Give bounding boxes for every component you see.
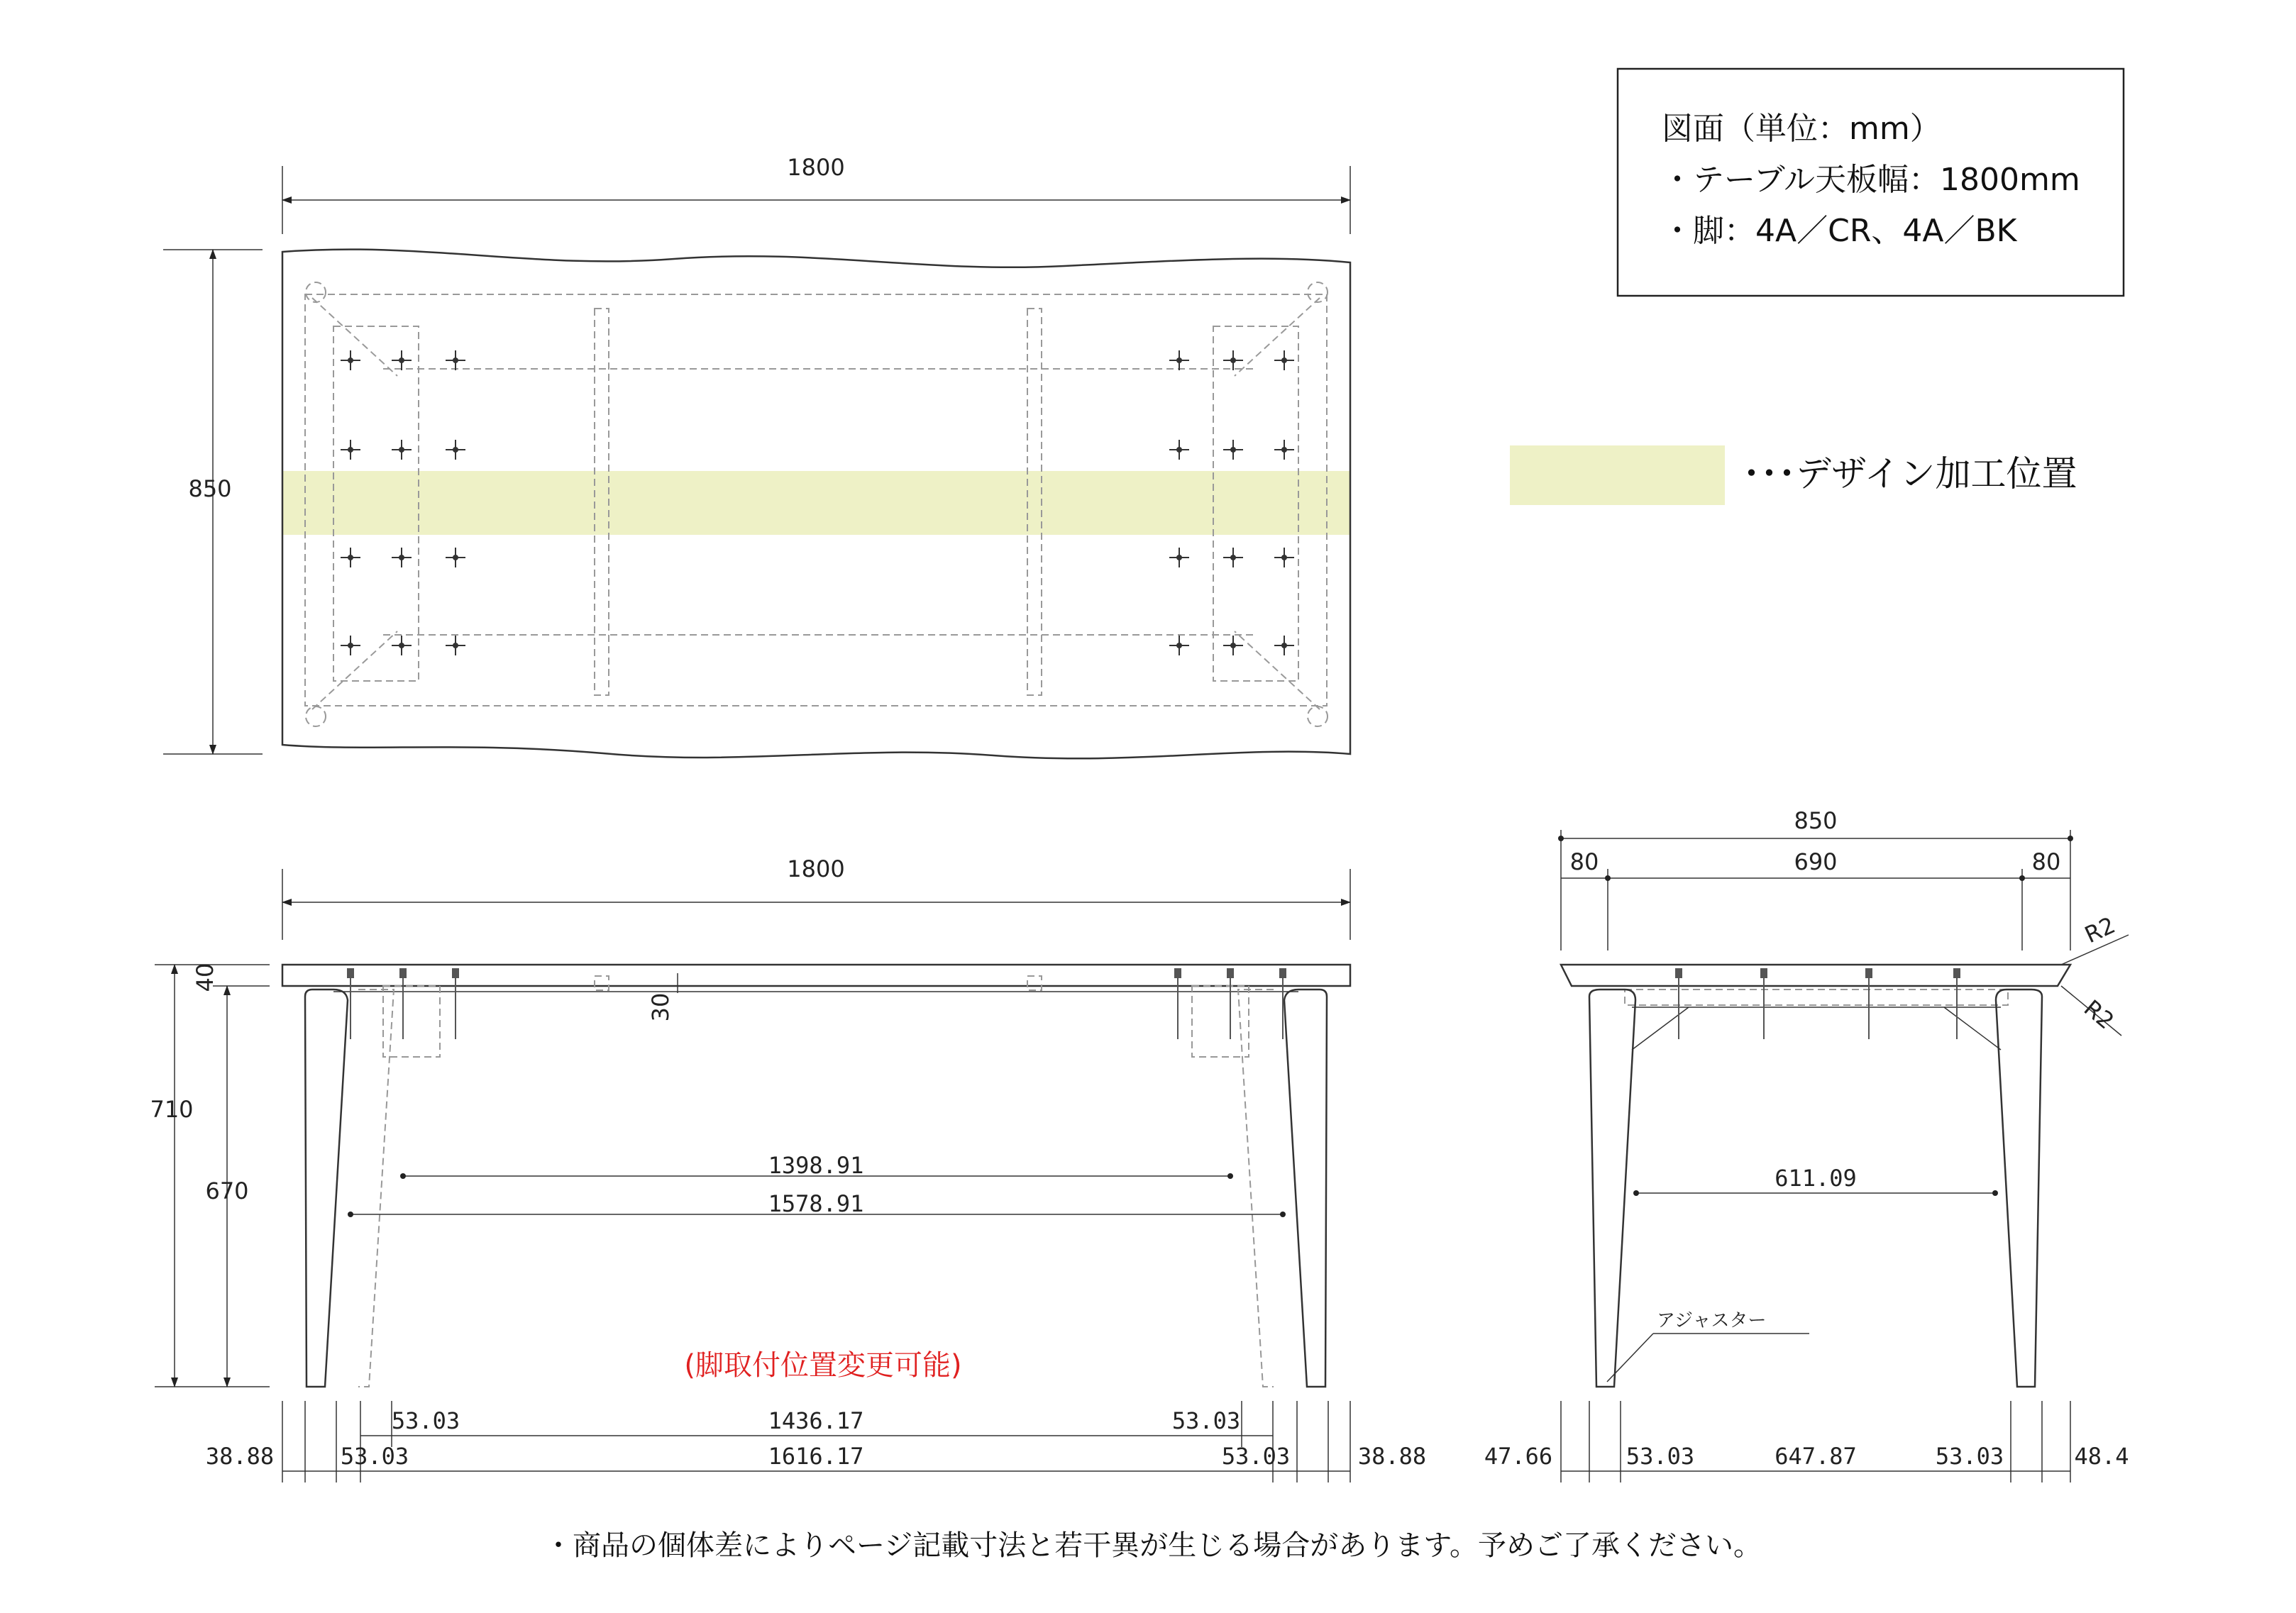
front-bottom-dims	[206, 1401, 1426, 1482]
side-right-margin: 80	[2031, 848, 2061, 875]
side-right-leg	[1996, 990, 2042, 1387]
top-depth-label: 850	[188, 475, 232, 502]
side-radius-top: R2	[2080, 911, 2119, 949]
front-bottom-r1-left: 53.03	[391, 1407, 460, 1434]
info-box	[1618, 69, 2124, 296]
design-band	[282, 471, 1350, 535]
side-bottom-far-right: 48.4	[2074, 1443, 2129, 1470]
side-leg-span: 611.09	[1775, 1165, 1857, 1192]
info-line-legs: ・脚：4A／CR、4A／BK	[1662, 213, 2017, 249]
front-bottom-r2-right: 53.03	[1221, 1443, 1291, 1470]
front-bottom-r1-center: 1436.17	[768, 1407, 864, 1434]
side-center-span: 690	[1794, 848, 1838, 875]
front-bottom-r2-left: 53.03	[340, 1443, 409, 1470]
front-apron-height: 30	[647, 992, 674, 1022]
front-total-height: 710	[150, 1096, 194, 1123]
front-left-leg	[305, 990, 348, 1387]
front-bottom-r2-far-right: 38.88	[1357, 1443, 1427, 1470]
front-view	[150, 855, 1426, 1482]
side-left-margin: 80	[1569, 848, 1599, 875]
side-bottom-left: 53.03	[1626, 1443, 1695, 1470]
footer-note: ・商品の個体差によりページ記載寸法と若干異が生じる場合があります。予めご了承ください。	[544, 1529, 1762, 1562]
side-radius-bottom: R2	[2078, 994, 2119, 1035]
info-line-width: ・テーブル天板幅：1800mm	[1662, 162, 2080, 198]
top-view	[163, 154, 1350, 758]
front-bottom-r2-far-left: 38.88	[205, 1443, 275, 1470]
leg-position-note: (脚取付位置変更可能)	[684, 1349, 962, 1382]
front-right-leg	[1284, 990, 1327, 1387]
front-bottom-r1-right: 53.03	[1171, 1407, 1241, 1434]
side-bottom-dims	[1484, 1401, 2129, 1482]
side-bottom-right: 53.03	[1935, 1443, 2004, 1470]
side-bottom-center: 647.87	[1775, 1443, 1857, 1470]
front-inner-span: 1398.91	[768, 1152, 864, 1179]
front-outer-span: 1578.91	[768, 1190, 864, 1217]
side-view	[1484, 807, 2129, 1482]
legend	[1510, 445, 2077, 505]
legend-label: ･･･デザイン加工位置	[1743, 453, 2077, 494]
legend-swatch	[1510, 445, 1725, 505]
front-bottom-r2-center: 1616.17	[768, 1443, 864, 1470]
front-tabletop	[282, 965, 1350, 986]
side-depth-label: 850	[1794, 807, 1838, 834]
side-tabletop	[1561, 965, 2070, 986]
top-width-label: 1800	[787, 154, 845, 181]
front-width-label: 1800	[787, 855, 845, 882]
side-bottom-far-left: 47.66	[1484, 1443, 1553, 1470]
front-top-thickness: 40	[192, 963, 219, 992]
adjuster-label: アジャスター	[1657, 1310, 1767, 1331]
info-title: 図面（単位：mm）	[1662, 111, 1941, 147]
side-left-leg	[1589, 990, 1635, 1387]
front-leg-height: 670	[205, 1177, 249, 1204]
